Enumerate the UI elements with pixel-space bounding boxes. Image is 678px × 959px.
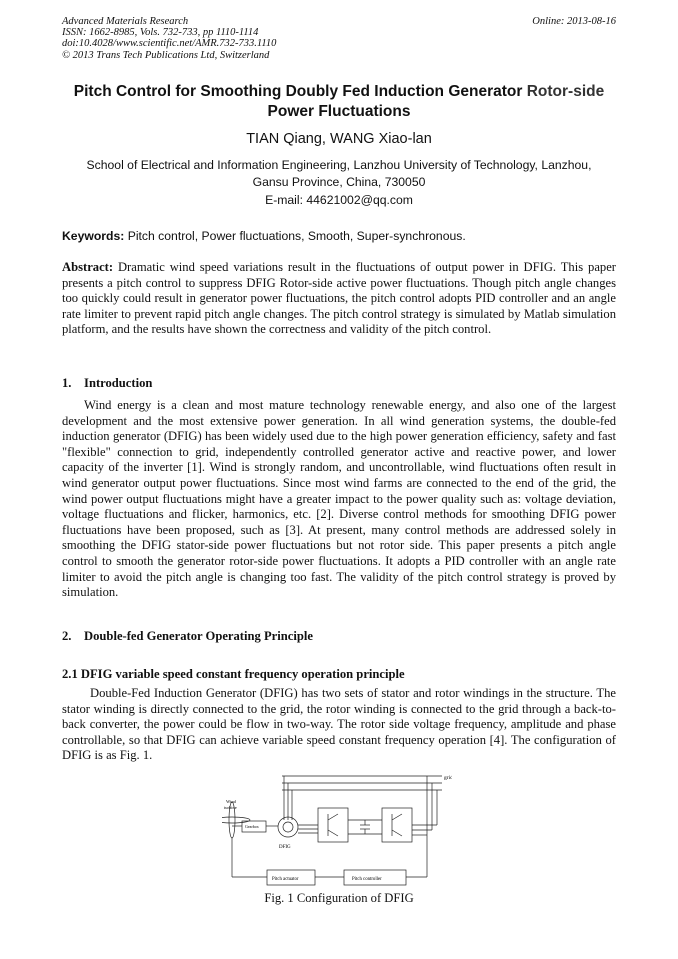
title-main: Pitch Control for Smoothing Doubly Fed Induction Generator: [73, 83, 523, 100]
affiliation: School of Electrical and Information Engineering, Lanzhou University of Technology, Lanzhou, Gansu Province, China, 730050: [86, 158, 592, 189]
label-pitch-controller: Pitch controller: [352, 877, 382, 882]
abstract-label: Abstract:: [62, 260, 114, 274]
figure-dfig-configuration: [222, 770, 452, 890]
doi: doi:10.4028/www.scientific.net/AMR.732-733.1110: [62, 38, 277, 50]
keywords: [62, 229, 616, 243]
subsection-heading-vscf: 2.1 DFIG variable speed constant frequency operation principle: [62, 667, 405, 681]
running-header: [62, 16, 616, 61]
online-date: Online: 2013-08-16: [532, 16, 616, 27]
abstract: [62, 260, 616, 338]
keywords-label: Keywords:: [62, 229, 125, 243]
keywords-text: Pitch control, Power fluctuations, Smooth, Super-synchronous.: [127, 229, 466, 243]
label-grid: grid: [444, 775, 452, 781]
section-heading-operating-principle: 2. Double-fed Generator Operating Principle: [62, 629, 313, 643]
subsection-paragraph: Double-Fed Induction Generator (DFIG) has two sets of stator and rotor windings in the structure. The stator winding is directly connected to the grid, the rotor winding is connected to the grid through a back-to-back converter, the power could be flow in two-way. The rotor side voltage frequency, amplitude and phase controllable, so that DFIG can achieve variable speed constant frequency operation [4]. The configuration of DFIG is as Fig. 1.: [62, 686, 616, 763]
label-pitch-actuator: Pitch actuator: [272, 877, 299, 882]
figure-caption: Fig. 1 Configuration of DFIG: [264, 891, 414, 905]
label-turbine: turbine: [224, 805, 237, 810]
label-wind: Wind: [226, 799, 236, 804]
authors: TIAN Qiang, WANG Xiao-lan: [246, 131, 432, 147]
abstract-text: Dramatic wind speed variations result in the fluctuations of output power in DFIG. This paper presents a pitch control to suppress DFIG Rotor-side active power fluctuations. Though pitch angle changes too quickly could result in generator power fluctuations, the pitch control adopts PID controller and an angle rate limiter to prevent rapid pitch angle changes. The pitch control strategy is simulated by Matlab simulation platform, and the results have shown the correctness and validity of the pitch control.: [62, 260, 616, 337]
issn: ISSN: 1662-8985, Vols. 732-733, pp 1110-1114: [62, 27, 259, 39]
dfig-diagram: [222, 770, 452, 890]
section-heading-introduction: 1. Introduction: [62, 376, 153, 390]
email: E-mail: 44621002@qq.com: [265, 193, 413, 207]
label-dfig: DFIG: [279, 845, 291, 850]
journal-name: Advanced Materials Research: [62, 16, 189, 27]
title-highlight: Rotor-side: [526, 83, 605, 100]
title-line2: Power Fluctuations: [267, 103, 411, 120]
copyright: © 2013 Trans Tech Publications Ltd, Switzerland: [62, 49, 270, 61]
label-gearbox: Gearbox: [245, 824, 259, 829]
paper-title: [62, 82, 616, 122]
introduction-paragraph: Wind energy is a clean and most mature technology renewable energy, and also one of the largest development and the most extensive power generation. In all wind generation systems, the double-fed induction generator (DFIG) has been widely used due to the high power generation efficiency, safety and fast "flexible" connection to grid, independently controlled generator active and reactive power, and lower capacity of the inverter [1]. Wind is strongly random, and uncontrollable, wind fluctuations often result in wind generator output power fluctuations. Since most wind farms are connected to the end of the grid, the wind power output fluctuations might have a greater impact to the power quality such as: voltage deviation, voltage fluctuations and flicker, harmonics, etc. [2]. Diverse control methods for smoothing DFIG power fluctuations have been proposed, such as [3]. At present, many control methods are addressed solely in smoothing the DFIG stator-side power fluctuations but not rotor side. This paper presents a pitch angle control to smooth the generator rotor-side power fluctuations. It adopts a PID controller with an angle rate limiter to avoid the pitch angle is changing too fast. The validity of the pitch control strategy is proved by simulation.: [62, 398, 616, 600]
